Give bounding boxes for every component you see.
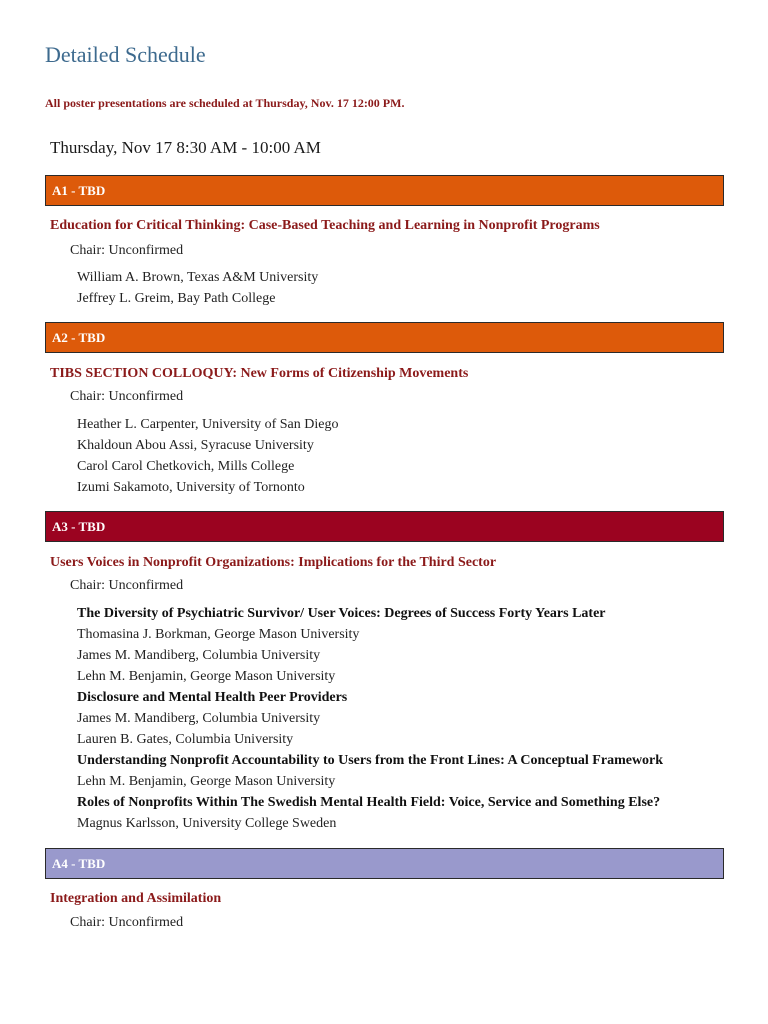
presenter: Magnus Karlsson, University College Sweden: [77, 816, 337, 831]
session-bar-a4: A4 - TBD: [45, 848, 724, 879]
session-chair-a1: Chair: Unconfirmed: [70, 243, 184, 258]
paper-title[interactable]: Disclosure and Mental Health Peer Providers: [77, 690, 348, 705]
presenter: Lauren B. Gates, Columbia University: [77, 732, 294, 747]
presenter: Carol Carol Chetkovich, Mills College: [77, 459, 295, 474]
page-title: Detailed Schedule: [45, 42, 206, 67]
session-chair-a2: Chair: Unconfirmed: [70, 389, 184, 404]
session-bar-a3: A3 - TBD: [45, 511, 724, 542]
paper-title[interactable]: The Diversity of Psychiatric Survivor/ User Voices: Degrees of Success Forty Years Later: [77, 606, 606, 621]
presenter: William A. Brown, Texas A&M University: [77, 270, 319, 285]
paper-title[interactable]: Roles of Nonprofits Within The Swedish Mental Health Field: Voice, Service and Something Else?: [77, 795, 661, 810]
session-title-a3[interactable]: Users Voices in Nonprofit Organizations: Implications for the Third Sector: [50, 555, 497, 570]
presenter: Thomasina J. Borkman, George Mason University: [77, 627, 360, 642]
session-bar-a2: A2 - TBD: [45, 322, 724, 353]
session-title-a2[interactable]: TIBS SECTION COLLOQUY: New Forms of Citizenship Movements: [50, 366, 469, 381]
presenter: Jeffrey L. Greim, Bay Path College: [77, 291, 276, 306]
poster-notice: All poster presentations are scheduled at Thursday, Nov. 17 12:00 PM.: [45, 96, 405, 110]
presenter: James M. Mandiberg, Columbia University: [77, 648, 321, 663]
session-chair-a4: Chair: Unconfirmed: [70, 915, 184, 930]
presenter: Lehn M. Benjamin, George Mason University: [77, 669, 336, 684]
session-chair-a3: Chair: Unconfirmed: [70, 578, 184, 593]
presenter: Izumi Sakamoto, University of Tornonto: [77, 480, 305, 495]
paper-title[interactable]: Understanding Nonprofit Accountability to Users from the Front Lines: A Conceptual Framework: [77, 753, 664, 768]
presenter: Khaldoun Abou Assi, Syracuse University: [77, 438, 314, 453]
presenter: James M. Mandiberg, Columbia University: [77, 711, 321, 726]
session-title-a4[interactable]: Integration and Assimilation: [50, 891, 222, 906]
time-slot-heading: Thursday, Nov 17 8:30 AM - 10:00 AM: [50, 138, 321, 157]
presenter: Lehn M. Benjamin, George Mason University: [77, 774, 336, 789]
session-bar-a1: A1 - TBD: [45, 175, 724, 206]
session-title-a1[interactable]: Education for Critical Thinking: Case-Based Teaching and Learning in Nonprofit Programs: [50, 218, 600, 233]
presenter: Heather L. Carpenter, University of San Diego: [77, 417, 339, 432]
